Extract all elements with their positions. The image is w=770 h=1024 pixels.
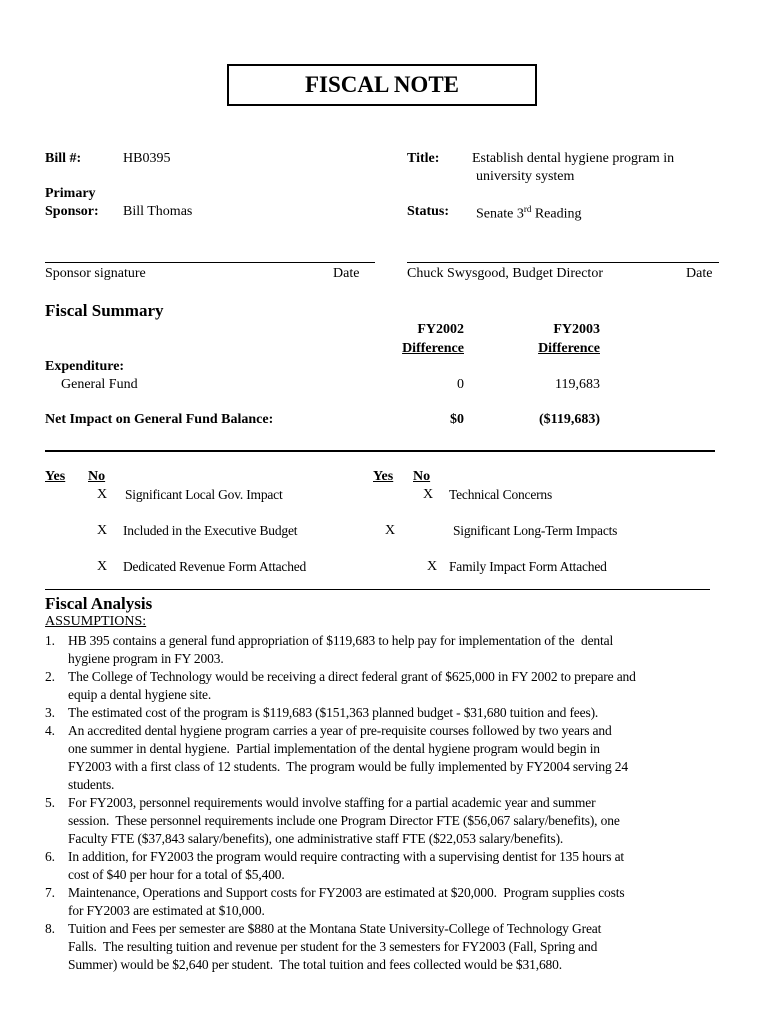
assumption-text-line: Tuition and Fees per semester are $880 at the Montana State University-College of Technology Great [68, 921, 602, 936]
assumption-number: 7. [45, 885, 55, 900]
assumption-text-line: In addition, for FY2003 the program would require contracting with a supervising dentist for 135 hours at [68, 849, 625, 864]
assumptions-heading: ASSUMPTIONS: [45, 614, 147, 629]
check-technical-label: Technical Concerns [449, 487, 553, 502]
assumption-item [45, 632, 715, 668]
assumption-text-line: one summer in dental hygiene. Partial implementation of the dental hygiene program would begin in [68, 741, 600, 756]
document-title: FISCAL NOTE [227, 64, 537, 106]
status-text-suffix: Reading [531, 206, 582, 222]
assumption-text-line: hygiene program in FY 2003. [68, 651, 224, 666]
assumption-text-line: For FY2003, personnel requirements would involve staffing for a partial academic year and summer [68, 795, 596, 810]
check-exec-budget-no: X [97, 523, 108, 538]
assumption-number: 5. [45, 795, 55, 810]
sponsor-label-line-1: Primary [45, 186, 96, 201]
assumption-number: 3. [45, 705, 55, 720]
fy2002-difference-header: Difference [402, 341, 464, 356]
sponsor-label-line-2: Sponsor: [45, 204, 99, 219]
net-impact-fy2003: ($119,683) [538, 412, 600, 427]
assumption-text-line: HB 395 contains a general fund appropriation of $119,683 to help pay for implementation of the dental [68, 633, 614, 648]
fiscal-analysis-heading: Fiscal Analysis [45, 594, 153, 613]
checklist-left-no-header: No [88, 469, 106, 484]
assumption-text-line: for FY2003 are estimated at $10,000. [68, 903, 265, 918]
net-impact-label: Net Impact on General Fund Balance: [45, 412, 274, 427]
checklist-left-yes-header: Yes [45, 469, 66, 484]
assumption-text-line: students. [68, 777, 115, 792]
assumption-number: 2. [45, 669, 55, 684]
assumption-item [45, 722, 715, 794]
bill-title-line-2: university system [476, 169, 575, 184]
check-revenue-form-label: Dedicated Revenue Form Attached [123, 559, 307, 574]
net-impact-fy2002: $0 [450, 412, 464, 427]
director-date-label: Date [686, 266, 713, 281]
assumption-item [45, 794, 715, 848]
assumption-text-line: Faculty FTE ($37,843 salary/benefits), one administrative staff FTE ($22,053 salary/benefits). [68, 831, 564, 846]
bill-number-value: HB0395 [123, 151, 171, 166]
sponsor-date-label: Date [333, 266, 360, 281]
assumption-item [45, 704, 715, 722]
check-exec-budget-label: Included in the Executive Budget [123, 523, 298, 538]
general-fund-label: General Fund [61, 377, 138, 392]
general-fund-fy2002: 0 [457, 377, 464, 392]
bill-title-line-1: Establish dental hygiene program in [472, 151, 675, 166]
assumption-item [45, 920, 715, 974]
assumption-text-line: An accredited dental hygiene program carries a year of pre-requisite courses followed by two years and [68, 723, 612, 738]
assumption-text-line: Falls. The resulting tuition and revenue per student for the 3 semesters for FY2003 (Fall, Spring and [68, 939, 598, 954]
fy2003-header: FY2003 [553, 322, 600, 337]
check-family-impact-no: X [427, 559, 438, 574]
fiscal-summary-heading: Fiscal Summary [45, 301, 164, 320]
checklist-right-yes-header: Yes [373, 469, 394, 484]
general-fund-fy2003: 119,683 [555, 377, 600, 392]
status-value [476, 204, 581, 223]
check-long-term-label: Significant Long-Term Impacts [453, 523, 618, 538]
fy2003-difference-header: Difference [538, 341, 600, 356]
assumption-item [45, 668, 715, 704]
assumption-text-line: session. These personnel requirements include one Program Director FTE ($56,067 salary/benefits), one [68, 813, 620, 828]
director-signature-label: Chuck Swysgood, Budget Director [407, 266, 603, 281]
sponsor-value: Bill Thomas [123, 204, 193, 219]
assumption-text-line: Summer) would be $2,640 per student. The total tuition and fees collected would be $31,680. [68, 957, 562, 972]
assumption-text-line: Maintenance, Operations and Support costs for FY2003 are estimated at $20,000. Program supplies costs [68, 885, 625, 900]
assumption-item [45, 848, 715, 884]
check-revenue-form-no: X [97, 559, 108, 574]
assumption-number: 1. [45, 633, 55, 648]
checklist-divider [45, 589, 710, 590]
check-technical-no: X [423, 487, 434, 502]
bill-number-label: Bill #: [45, 151, 82, 166]
expenditure-label: Expenditure: [45, 359, 125, 374]
assumption-text-line: equip a dental hygiene site. [68, 687, 212, 702]
fy2002-header: FY2002 [417, 322, 464, 337]
assumption-number: 6. [45, 849, 55, 864]
check-local-gov-label: Significant Local Gov. Impact [125, 487, 283, 502]
bill-title-label: Title: [407, 151, 440, 166]
sponsor-signature-line [45, 262, 375, 263]
assumption-text-line: cost of $40 per hour for a total of $5,400. [68, 867, 285, 882]
check-local-gov-no: X [97, 487, 108, 502]
assumption-number: 4. [45, 723, 55, 738]
assumption-item [45, 884, 715, 920]
assumptions-list [45, 632, 715, 974]
check-family-impact-label: Family Impact Form Attached [449, 559, 607, 574]
sponsor-signature-label: Sponsor signature [45, 266, 146, 281]
assumption-number: 8. [45, 921, 55, 936]
check-long-term-yes: X [385, 523, 396, 538]
checklist-right-no-header: No [413, 469, 431, 484]
assumption-text-line: The College of Technology would be receiving a direct federal grant of $625,000 in FY 2002 to prepare and [68, 669, 636, 684]
status-ordinal-suffix: rd [523, 204, 532, 214]
status-text: Senate 3 [476, 206, 524, 222]
director-signature-line [407, 262, 719, 263]
summary-divider [45, 450, 715, 452]
assumption-text-line: The estimated cost of the program is $119,683 ($151,363 planned budget - $31,680 tuition and fees). [68, 705, 599, 720]
status-label: Status: [407, 204, 450, 219]
assumption-text-line: FY2003 with a first class of 12 students. The program would be fully implemented by FY2004 serving 24 [68, 759, 629, 774]
